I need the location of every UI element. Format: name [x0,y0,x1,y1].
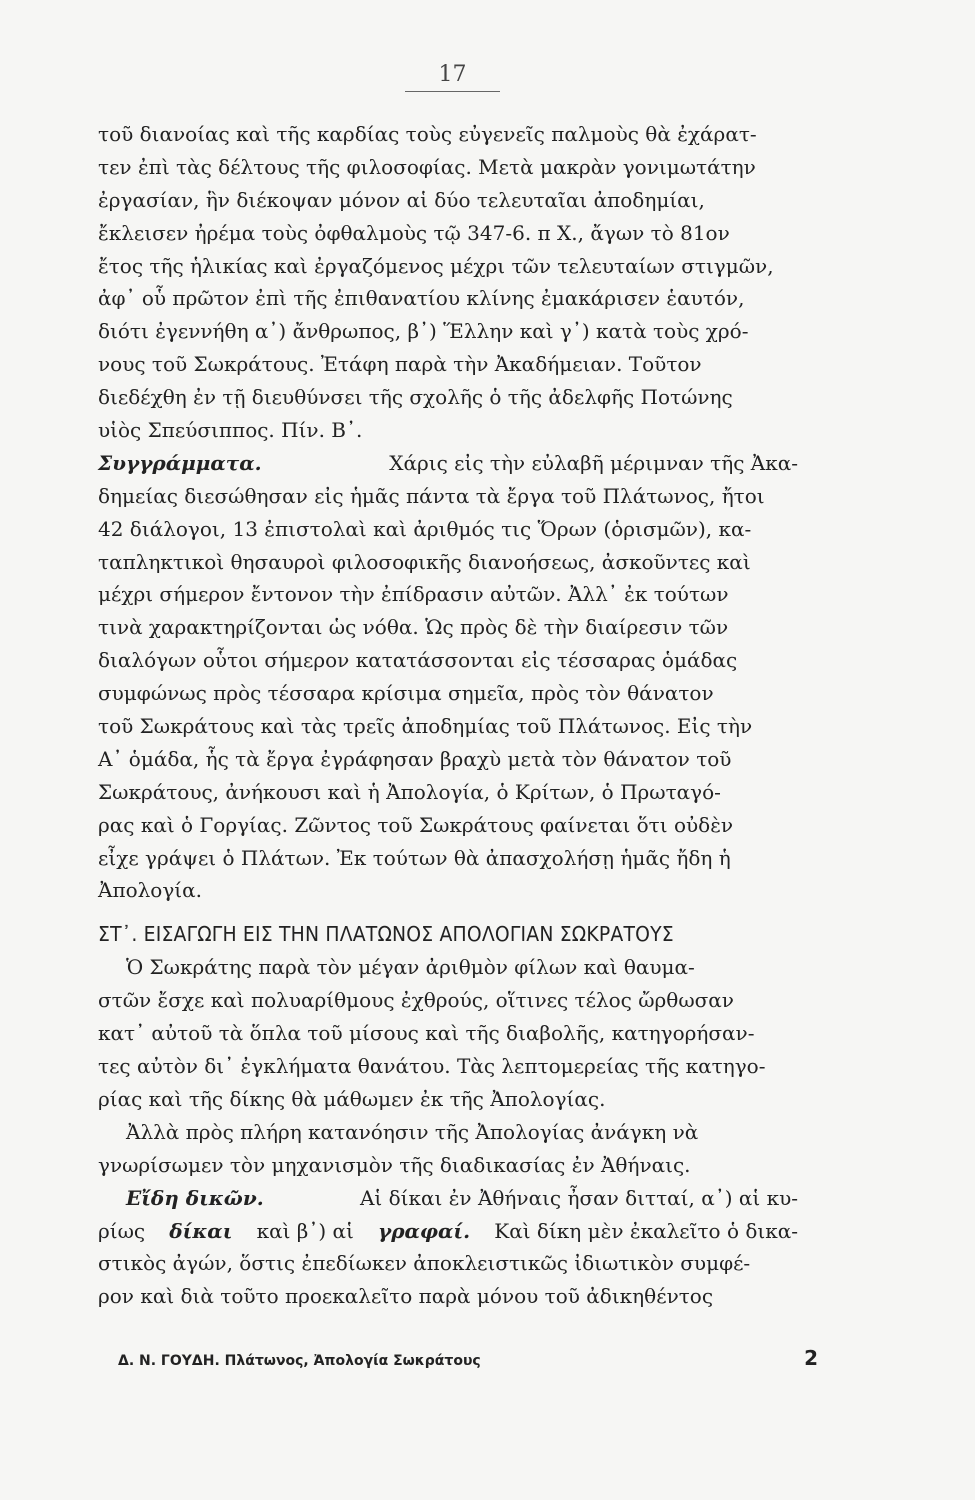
text-line: εἶχε γράψει ὁ Πλάτων. Ἐκ τούτων θὰ ἀπασχολήσῃ ἡμᾶς ἤδη ἡ [98,845,731,870]
run-in-heading: Συγγράμματα. [98,450,262,475]
text-line: Σωκράτους, ἀνήκουσι καὶ ἡ Ἀπολογία, ὁ Κρίτων, ὁ Πρωταγό- [98,779,721,804]
text-line: διεδέχθη ἐν τῇ διευθύνσει τῆς σχολῆς ὁ τῆς ἀδελφῆς Ποτώνης [98,385,733,410]
text-line: Ὁ Σωκράτης παρὰ τὸν μέγαν ἀριθμὸν φίλων καὶ θαυμα- [126,955,695,980]
text-line: στῶν ἔσχε καὶ πολυαρίθμους ἐχθρούς, οἵτινες τέλος ὤρθωσαν [98,988,734,1013]
text-line: ταπληκτικοὶ θησαυροὶ φιλοσοφικῆς διανοήσεως, ἀσκοῦντες καὶ [98,549,751,574]
text-line: ρίως δίκαι καὶ β᾿) αἱ γραφαί. Καὶ δίκη μὲν ἐκαλεῖτο ὁ δικα- [98,1215,798,1248]
text-line: Α᾿ ὁμάδα, ἧς τὰ ἔργα ἐγράφησαν βραχὺ μετὰ τὸν θάνατον τοῦ [98,746,732,771]
term-dikai: δίκαι [169,1218,233,1243]
text-line: ἔτος τῆς ἡλικίας καὶ ἐργαζόμενος μέχρι τῶν τελευταίων στιγμῶν, [98,253,774,278]
term-graphai: γραφαί. [378,1218,471,1243]
text-line: γνωρίσωμεν τὸν μηχανισμὸν τῆς διαδικασίας ἐν Ἀθήναις. [98,1152,691,1177]
text-line: τεν ἐπὶ τὰς δέλτους τῆς φιλοσοφίας. Μετὰ μακρὰν γονιμωτάτην [98,154,756,179]
footer-author-title: Δ. Ν. ΓΟΥΔΗ. Πλάτωνος, Ἀπολογία Σωκράτους [118,1353,481,1369]
text-line: υἱὸς Σπεύσιππος. Πίν. Β᾿. [98,418,363,443]
run-in-heading: Εἴδη δικῶν. [126,1185,264,1210]
text-line: νους τοῦ Σωκράτους. Ἐτάφη παρὰ τὴν Ἀκαδήμειαν. Τοῦτον [98,352,702,377]
text-line: 42 διάλογοι, 13 ἐπιστολαὶ καὶ ἀριθμός τις Ὅρων (ὁρισμῶν), κα- [98,516,752,541]
text-line: συμφώνως πρὸς τέσσαρα κρίσιμα σημεῖα, πρὸς τὸν θάνατον [98,681,714,706]
text-line: τες αὐτὸν δι᾿ ἐγκλήματα θανάτου. Τὰς λεπτομερείας τῆς κατηγο- [98,1054,766,1079]
text-line: Εἴδη δικῶν. Αἱ δίκαι ἐν Ἀθήναις ἦσαν διτταί, α᾿) αἱ κυ- [98,1182,798,1215]
text-line: διαλόγων οὗτοι σήμερον κατατάσσονται εἰς τέσσαρας ὁμάδας [98,648,738,673]
text-line: τινὰ χαρακτηρίζονται ὡς νόθα. Ὡς πρὸς δὲ τὴν διαίρεσιν τῶν [98,615,729,640]
text-line: Ἀπολογία. [98,878,203,903]
text-line: ἔκλεισεν ἠρέμα τοὺς ὀφθαλμοὺς τῷ 347-6. π Χ., ἄγων τὸ 81ον [98,220,730,245]
text-line: ρας καὶ ὁ Γοργίας. Ζῶντος τοῦ Σωκράτους φαίνεται ὅτι οὐδὲν [98,812,734,837]
text-line: τοῦ διανοίας καὶ τῆς καρδίας τοὺς εὐγενεῖς παλμοὺς θὰ ἐχάρατ- [98,122,757,146]
text-line: μέχρι σήμερον ἔντονον τὴν ἐπίδρασιν αὐτῶν. Ἀλλ᾿ ἐκ τούτων [98,582,729,607]
text-line: δημείας διεσώθησαν εἰς ἡμᾶς πάντα τὰ ἔργα τοῦ Πλάτωνος, ἤτοι [98,483,765,508]
text-line: Συγγράμματα. Χάρις εἰς τὴν εὐλαβῆ μέριμναν τῆς Ἀκα- [98,447,798,480]
text-line: Ἀλλὰ πρὸς πλήρη κατανόησιν τῆς Ἀπολογίας ἀνάγκη νὰ [126,1119,699,1144]
page-number: 17 [405,62,500,92]
text-line: ἀφ᾿ οὗ πρῶτον ἐπὶ τῆς ἐπιθανατίου κλίνης ἐμακάρισεν ἑαυτόν, [98,286,745,311]
page-body [98,118,798,1313]
text-line: ρον καὶ διὰ τοῦτο προεκαλεῖτο παρὰ μόνου τοῦ ἀδικηθέντος [98,1284,714,1309]
text-line: τοῦ Σωκράτους καὶ τὰς τρεῖς ἀποδημίας τοῦ Πλάτωνος. Εἰς τὴν [98,714,753,739]
signature-mark: 2 [804,1346,818,1370]
page-footer [118,1346,818,1370]
text-line: ἐργασίαν, ἣν διέκοψαν μόνον αἱ δύο τελευταῖαι ἀποδημίαι, [98,187,705,212]
text-line: ρίας καὶ τῆς δίκης θὰ μάθωμεν ἐκ τῆς Ἀπολογίας. [98,1086,606,1111]
text-line: στικὸς ἀγών, ὅστις ἐπεδίωκεν ἀποκλειστικῶς ἰδιωτικὸν συμφέ- [98,1251,751,1276]
text-line: διότι ἐγεννήθη α᾿) ἄνθρωπος, β᾿) Ἕλλην καὶ γ᾿) κατὰ τοὺς χρό- [98,319,749,344]
section-heading: ΣΤ᾿. ΕΙΣΑΓΩΓΗ ΕΙΣ ΤΗΝ ΠΛΑΤΩΝΟΣ ΑΠΟΛΟΓΙΑΝ ΣΩΚΡΑΤΟΥΣ [98,922,674,947]
text-line: κατ᾿ αὐτοῦ τὰ ὅπλα τοῦ μίσους καὶ τῆς διαβολῆς, κατηγορήσαν- [98,1021,755,1046]
